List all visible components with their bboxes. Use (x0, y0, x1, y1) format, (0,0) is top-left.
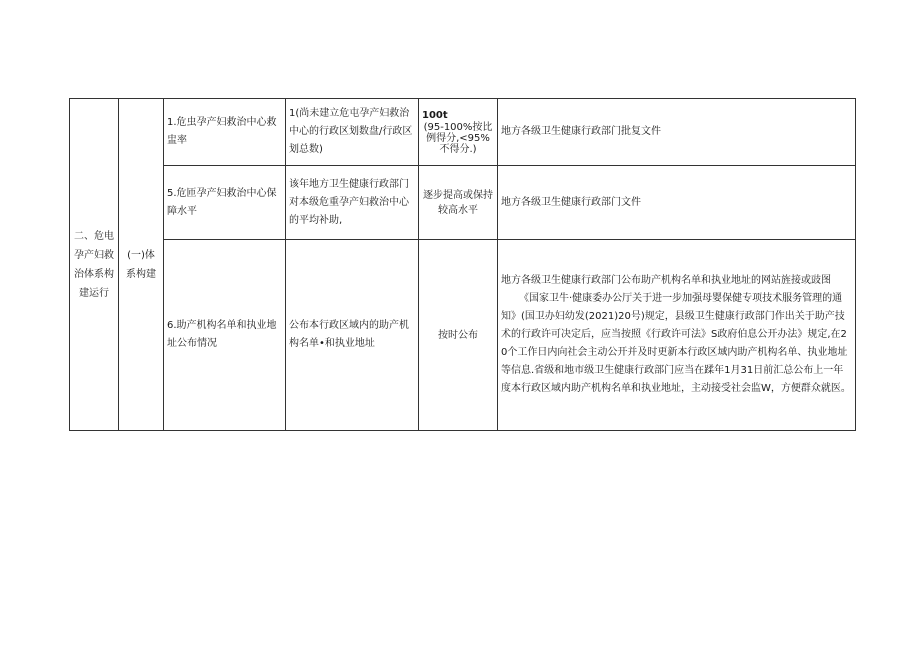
source-text: 地方各级卫生健康行政部门文件 (501, 196, 641, 208)
definition-cell (286, 166, 419, 240)
indicator-text: 6.助产机构名单和执业地址公布情况 (167, 320, 277, 349)
source-cell (498, 166, 856, 240)
source-cell (498, 240, 856, 431)
category-cell: 二、危电孕产妇救治体系构建运行 (70, 99, 119, 431)
indicator-cell (164, 99, 286, 166)
standard-value: 100t (422, 109, 448, 121)
source-text: 地方各级卫生健康行政部门批复文件 (501, 126, 661, 137)
table-row (70, 99, 856, 166)
source-text-line2: 《国家卫牛·健康委办公厅关于进一步加强母婴保健专项技术服务管理的通知》(国卫办妇幼发(2021)20号)规定，县级卫生健康行政部门作出关于助产技术的行政许可决定后，应当按照《行政许可法》S政府伯息公开办法》规定,在20个工作日内向社会主动公开并及时更新本行政区域内助产机构名单、执业地址等信息.省级和地市级卫生健康行政部门应当在蹂年1月31日前汇总公布上一年度本行政区域内助产机构名单和执业地址，主动接受社会监W，方便群众就医。 (501, 293, 851, 394)
definition-cell (286, 99, 419, 166)
subcategory-cell: (一)体系构建 (119, 99, 164, 431)
source-cell (498, 99, 856, 166)
standard-cell (419, 99, 498, 166)
indicator-text: 5.危匝孕产妇救治中心保障水平 (167, 187, 277, 217)
definition-text: 该年地方卫生健康行政部门对本级危重孕产妇救治中心的平均补助, (289, 178, 409, 226)
standard-cell (419, 240, 498, 431)
table-row (70, 166, 856, 240)
source-text-line1: 地方各级卫生健康行政部门公布助产机构名单和执业地址的网站旌接或豉图 (501, 275, 831, 286)
indicator-table (69, 98, 856, 431)
indicator-cell (164, 166, 286, 240)
standard-value: 按时公布 (438, 329, 478, 341)
table-row (70, 240, 856, 431)
standard-note: (95-100%按比例得分,<95%不得分.) (423, 121, 493, 155)
standard-cell (419, 166, 498, 240)
standard-value: 逐步提高或保持较高水平 (423, 189, 493, 216)
definition-text: 公布本行政区域内的助产机构名单•和执业地址 (289, 320, 409, 349)
indicator-text: 1.危虫孕产妇救治中心救盅率 (167, 117, 277, 146)
indicator-cell (164, 240, 286, 431)
definition-text: 1(尚未建立危屯孕产妇救治中心的行政区划数盘/行政区划总数) (289, 108, 413, 155)
definition-cell (286, 240, 419, 431)
